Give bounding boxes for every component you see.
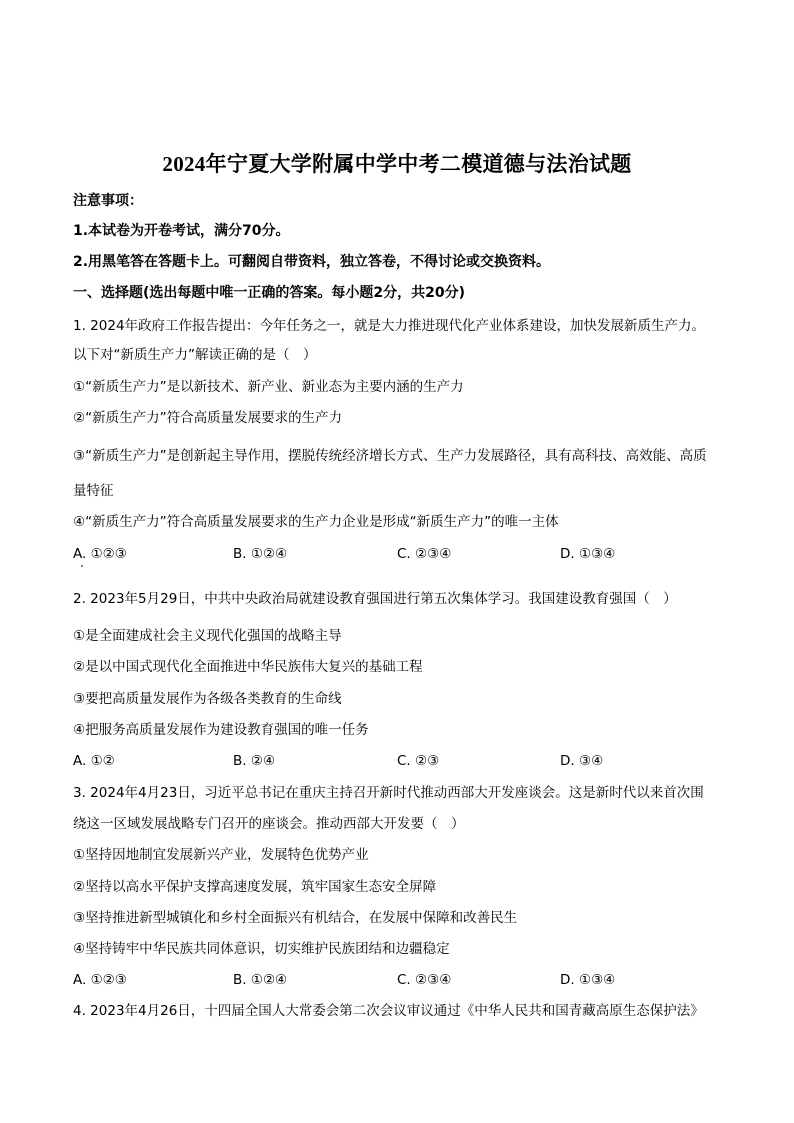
- question-2-statement-2: ②是以中国式现代化全面推进中华民族伟大复兴的基础工程: [73, 659, 423, 675]
- question-3-stem-line-1: 3. 2024年4月23日，习近平总书记在重庆主持召开新时代推动西部大开发座谈会。这是新时代以来首次围: [73, 785, 704, 801]
- notice-heading: 注意事项：: [73, 193, 143, 209]
- option-d[interactable]: D. ①③④: [560, 972, 616, 988]
- option-a[interactable]: A. ①②③: [73, 972, 127, 988]
- option-b[interactable]: B. ②④: [233, 753, 276, 769]
- question-1-statement-1: ①“新质生产力”是以新技术、新产业、新业态为主要内涵的生产力: [73, 379, 464, 395]
- option-d[interactable]: D. ①③④: [560, 546, 616, 562]
- question-2-statement-4: ④把服务高质量发展作为建设教育强国的唯一任务: [73, 722, 369, 738]
- option-d[interactable]: D. ③④: [560, 753, 604, 769]
- option-a[interactable]: A. ①②③: [73, 546, 127, 562]
- option-c[interactable]: C. ②③④: [397, 972, 452, 988]
- question-1-statement-3-cont: 量特征: [73, 483, 114, 499]
- question-2-stem-line-1: 2. 2023年5月29日，中共中央政治局就建设教育强国进行第五次集体学习。我国建设教育强国（ ）: [73, 591, 677, 607]
- question-1-statement-4: ④“新质生产力”符合高质量发展要求的生产力企业是形成“新质生产力”的唯一主体: [73, 514, 559, 530]
- question-3-statement-2: ②坚持以高水平保护支撑高速度发展，筑牢国家生态安全屏障: [73, 879, 437, 895]
- option-c[interactable]: C. ②③: [397, 753, 440, 769]
- question-3-statement-4: ④坚持铸牢中华民族共同体意识，切实维护民族团结和边疆稳定: [73, 941, 450, 957]
- option-b[interactable]: B. ①②④: [233, 546, 288, 562]
- notice-item-2: 2.用黑笔答在答题卡上。可翻阅自带资料，独立答卷，不得讨论或交换资料。: [73, 254, 551, 270]
- option-a[interactable]: A. ①②: [73, 753, 115, 769]
- option-b[interactable]: B. ①②④: [233, 972, 288, 988]
- question-1-statement-3: ③“新质生产力”是创新起主导作用，摆脱传统经济增长方式、生产力发展路径，具有高科技、高效能、高质: [73, 448, 707, 464]
- question-1-stem-line-2: 以下对“新质生产力”解读正确的是（ ）: [73, 347, 317, 363]
- question-2-statement-1: ①是全面建成社会主义现代化强国的战略主导: [73, 628, 342, 644]
- stray-dot: [81, 565, 83, 567]
- question-1-stem-line-1: 1. 2024年政府工作报告提出：今年任务之一，就是大力推进现代化产业体系建设，加快发展新质生产力。: [73, 318, 706, 334]
- question-3-stem-line-2: 绕这一区域发展战略专门召开的座谈会。推动西部大开发要（ ）: [73, 816, 465, 832]
- question-3-statement-3: ③坚持推进新型城镇化和乡村全面振兴有机结合，在发展中保障和改善民生: [73, 910, 518, 926]
- question-1-statement-2: ②“新质生产力”符合高质量发展要求的生产力: [73, 410, 343, 426]
- question-2-statement-3: ③要把高质量发展作为各级各类教育的生命线: [73, 691, 342, 707]
- section-heading: 一、选择题(选出每题中唯一正确的答案。每小题2分，共20分): [73, 285, 466, 301]
- question-3-statement-1: ①坚持因地制宜发展新兴产业，发展特色优势产业: [73, 847, 369, 863]
- question-4-stem-line-1: 4. 2023年4月26日，十四届全国人大常委会第二次会议审议通过《中华人民共和国青藏高原生态保护法》: [73, 1003, 704, 1019]
- option-c[interactable]: C. ②③④: [397, 546, 452, 562]
- exam-title: 2024年宁夏大学附属中学中考二模道德与法治试题: [162, 152, 632, 176]
- notice-item-1: 1.本试卷为开卷考试，满分70分。: [73, 223, 290, 239]
